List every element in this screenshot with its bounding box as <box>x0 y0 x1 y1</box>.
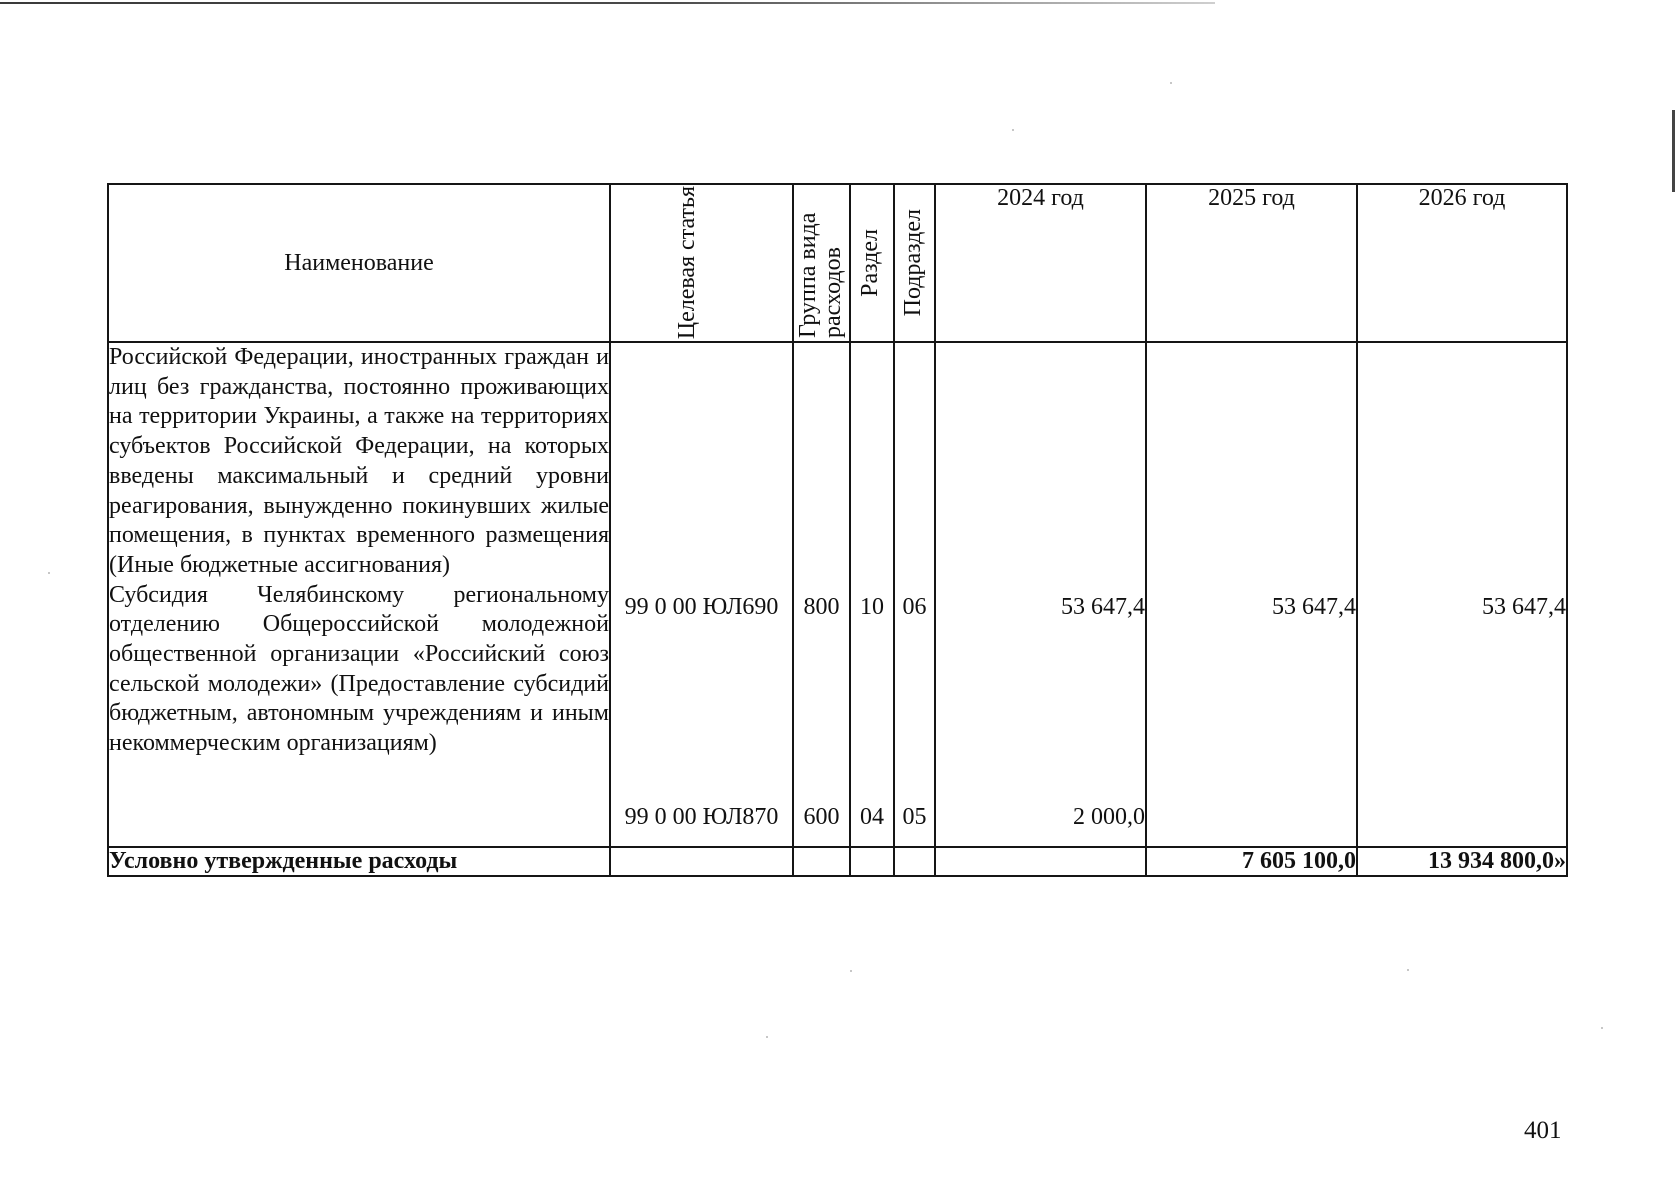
row-2-subsection: 05 <box>902 804 927 830</box>
scan-speck <box>850 970 852 972</box>
row-1-target-article: 99 0 00 ЮЛ690 <box>624 594 779 620</box>
header-year-2025: 2025 год <box>1146 184 1357 342</box>
expense-group-cell <box>793 342 850 847</box>
total-2024 <box>935 847 1146 876</box>
total-2026: 13 934 800,0» <box>1357 847 1567 876</box>
target-article-cell <box>610 342 793 847</box>
row-1-amount-2024: 53 647,4 <box>1061 594 1145 620</box>
row-1-subsection: 06 <box>902 594 927 620</box>
row-1-amount-2026: 53 647,4 <box>1482 594 1566 620</box>
table-header-row <box>108 184 1567 342</box>
budget-table <box>107 183 1568 877</box>
row-2-section: 04 <box>860 804 884 830</box>
scan-speck <box>766 1036 768 1038</box>
row-1-section: 10 <box>860 594 884 620</box>
header-year-2026: 2026 год <box>1357 184 1567 342</box>
amount-2025-cell <box>1146 342 1357 847</box>
amount-2026-cell <box>1357 342 1567 847</box>
row-names-cell <box>108 342 610 847</box>
header-target-article: Целевая статья <box>610 184 793 342</box>
section-cell <box>850 342 894 847</box>
header-name: Наименование <box>108 184 610 342</box>
scan-speck <box>1012 129 1014 131</box>
total-2025: 7 605 100,0 <box>1146 847 1357 876</box>
total-row <box>108 847 1567 876</box>
subsection-cell <box>894 342 935 847</box>
page-number: 401 <box>1524 1117 1562 1144</box>
scan-speck <box>1170 82 1172 84</box>
amount-2024-cell <box>935 342 1146 847</box>
row-1-expense-group: 800 <box>803 594 840 620</box>
scan-speck <box>1407 969 1409 971</box>
header-section: Раздел <box>850 184 894 342</box>
row-1-amount-2025: 53 647,4 <box>1272 594 1356 620</box>
total-target-article <box>610 847 793 876</box>
header-year-2024: 2024 год <box>935 184 1146 342</box>
row-2-amount-2024: 2 000,0 <box>1073 804 1145 830</box>
scan-edge-mark <box>1672 110 1675 192</box>
row-1-name: Российской Федерации, иностранных граждан и лиц без гражданства, постоянно проживающих на территории Украины, а также на территориях субъектов Российской Федерации, на которых введены максимальный и средний уровни реагирования, вынужденно покинувших жилые помещения, в пунктах временного размещения (Иные бюджетные ассигнования) <box>109 344 609 578</box>
header-expense-group: Группа вида расходов <box>793 184 850 342</box>
total-label: Условно утвержденные расходы <box>108 847 610 876</box>
table-row <box>108 342 1567 847</box>
scan-speck <box>48 572 50 574</box>
scan-top-rule <box>0 2 1215 4</box>
row-2-target-article: 99 0 00 ЮЛ870 <box>624 804 779 830</box>
row-2-name: Субсидия Челябинскому региональному отделению Общероссийской молодежной общественной организации «Российский союз сельской молодежи» (Предоставление субсидий бюджетным, автономным учреждениям и иным некоммерческим организациям) <box>109 581 609 757</box>
row-2-expense-group: 600 <box>803 804 840 830</box>
total-expense-group <box>793 847 850 876</box>
scan-speck <box>1601 1027 1603 1029</box>
header-subsection: Подраздел <box>894 184 935 342</box>
total-subsection <box>894 847 935 876</box>
total-section <box>850 847 894 876</box>
